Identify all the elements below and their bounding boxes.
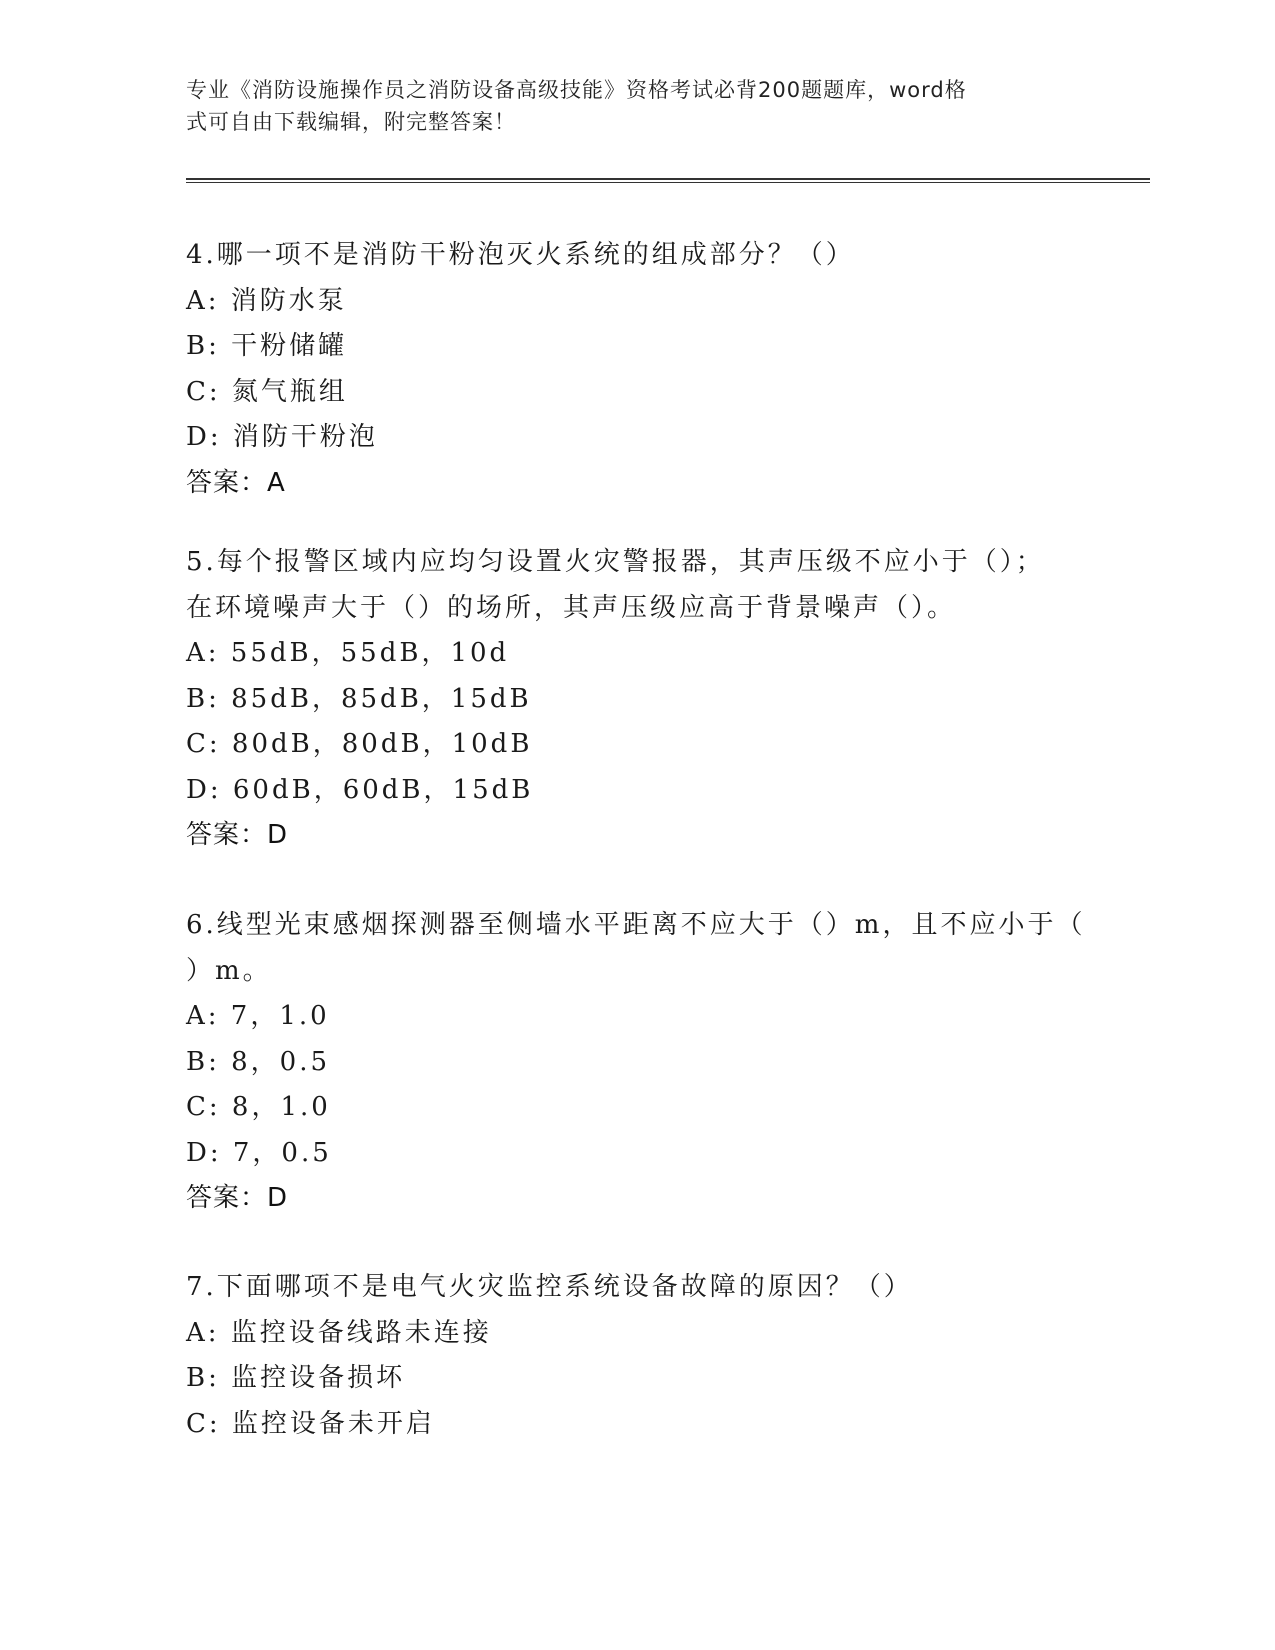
- question-stem-continued: ）m。: [186, 955, 272, 986]
- option-a: A: 消防水泵: [186, 285, 347, 316]
- answer: 答案：D: [186, 820, 289, 850]
- question-stem: 4.哪一项不是消防干粉泡灭火系统的组成部分？（）: [186, 240, 855, 270]
- option-c: C: 8，1.0: [186, 1092, 331, 1122]
- header-line-1: 专业《消防设施操作员之消防设备高级技能》资格考试必背200题题库，word格: [186, 78, 967, 102]
- question-stem-continued: 在环境噪声大于（）的场所，其声压级应高于背景噪声（）。: [186, 592, 957, 623]
- option-b: B: 8，0.5: [186, 1046, 331, 1077]
- document-header: [186, 74, 1066, 138]
- question-4: [186, 233, 1086, 506]
- header-line-2: 式可自由下载编辑，附完整答案！: [186, 110, 516, 134]
- option-a: A: 监控设备线路未连接: [186, 1317, 492, 1348]
- option-d: D: 7，0.5: [186, 1137, 332, 1168]
- question-5: [186, 540, 1086, 859]
- option-b: B: 监控设备损坏: [186, 1363, 406, 1393]
- header-divider: [186, 178, 1150, 180]
- option-c: C: 监控设备未开启: [186, 1408, 435, 1439]
- option-d: D: 60dB，60dB，15dB: [186, 774, 534, 805]
- option-a: A: 55dB，55dB，10d: [186, 638, 510, 668]
- question-stem: 6.线型光束感烟探测器至侧墙水平距离不应大于（）m，且不应小于（: [186, 910, 1086, 940]
- answer: 答案：A: [186, 467, 286, 498]
- header-divider-thin: [186, 182, 1150, 183]
- option-c: C: 氮气瓶组: [186, 376, 348, 407]
- question-7: [186, 1265, 1086, 1447]
- option-c: C: 80dB，80dB，10dB: [186, 729, 533, 759]
- option-a: A: 7，1.0: [186, 1001, 330, 1031]
- option-d: D: 消防干粉泡: [186, 422, 378, 452]
- answer: 答案：D: [186, 1183, 289, 1213]
- question-6: [186, 903, 1086, 1222]
- question-stem: 5.每个报警区域内应均匀设置火灾警报器，其声压级不应小于（）；: [186, 547, 1045, 577]
- option-b: B: 干粉储罐: [186, 331, 348, 361]
- option-b: B: 85dB，85dB，15dB: [186, 683, 532, 714]
- question-stem: 7.下面哪项不是电气火灾监控系统设备故障的原因？（）: [186, 1272, 913, 1302]
